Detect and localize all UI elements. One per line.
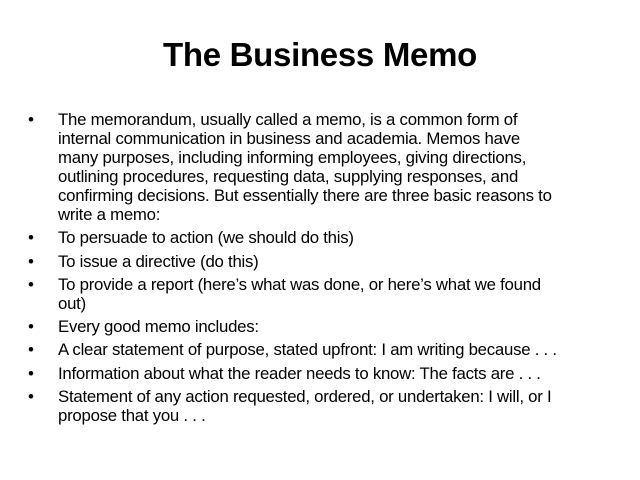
bullet-item	[28, 252, 628, 271]
bullet-text-line: outlining procedures, requesting data, supplying responses, and	[58, 167, 519, 186]
bullet-icon: •	[28, 363, 34, 383]
bullet-text-line: many purposes, including informing employees, giving directions,	[58, 148, 527, 167]
bullet-item	[28, 110, 628, 224]
bullet-text-line: Information about what the reader needs to know: The facts are . . .	[58, 363, 541, 383]
bullet-list	[28, 110, 628, 429]
bullet-icon: •	[28, 251, 34, 271]
bullet-item	[28, 387, 628, 425]
bullet-text-line: write a memo:	[58, 205, 161, 224]
slide-title: The Business Memo	[163, 36, 477, 73]
bullet-icon: •	[28, 387, 34, 407]
bullet-icon: •	[28, 228, 34, 248]
bullet-text-line: out)	[58, 293, 86, 313]
bullet-text-line: To persuade to action (we should do this)	[58, 228, 354, 248]
bullet-icon: •	[28, 340, 34, 360]
bullet-item	[28, 275, 628, 313]
bullet-text-line: To issue a directive (do this)	[58, 251, 259, 271]
bullet-item	[28, 317, 628, 336]
bullet-text-line: Statement of any action requested, ordered, or undertaken: I will, or I	[58, 387, 552, 407]
bullet-text-line: A clear statement of purpose, stated upfront: I am writing because . . .	[58, 340, 557, 360]
bullet-icon: •	[28, 274, 34, 294]
bullet-text-line: internal communication in business and academia. Memos have	[58, 129, 520, 148]
bullet-icon: •	[28, 317, 34, 337]
bullet-item	[28, 364, 628, 383]
bullet-text-line: The memorandum, usually called a memo, is a common form of	[58, 110, 518, 129]
bullet-icon: •	[28, 110, 34, 129]
bullet-text-line: Every good memo includes:	[58, 317, 259, 337]
bullet-text-line: To provide a report (here’s what was done, or here’s what we found	[58, 274, 541, 294]
bullet-text-line: propose that you . . .	[58, 406, 206, 426]
bullet-item	[28, 340, 628, 359]
bullet-text-line: confirming decisions. But essentially there are three basic reasons to	[58, 186, 552, 205]
bullet-item	[28, 228, 628, 247]
